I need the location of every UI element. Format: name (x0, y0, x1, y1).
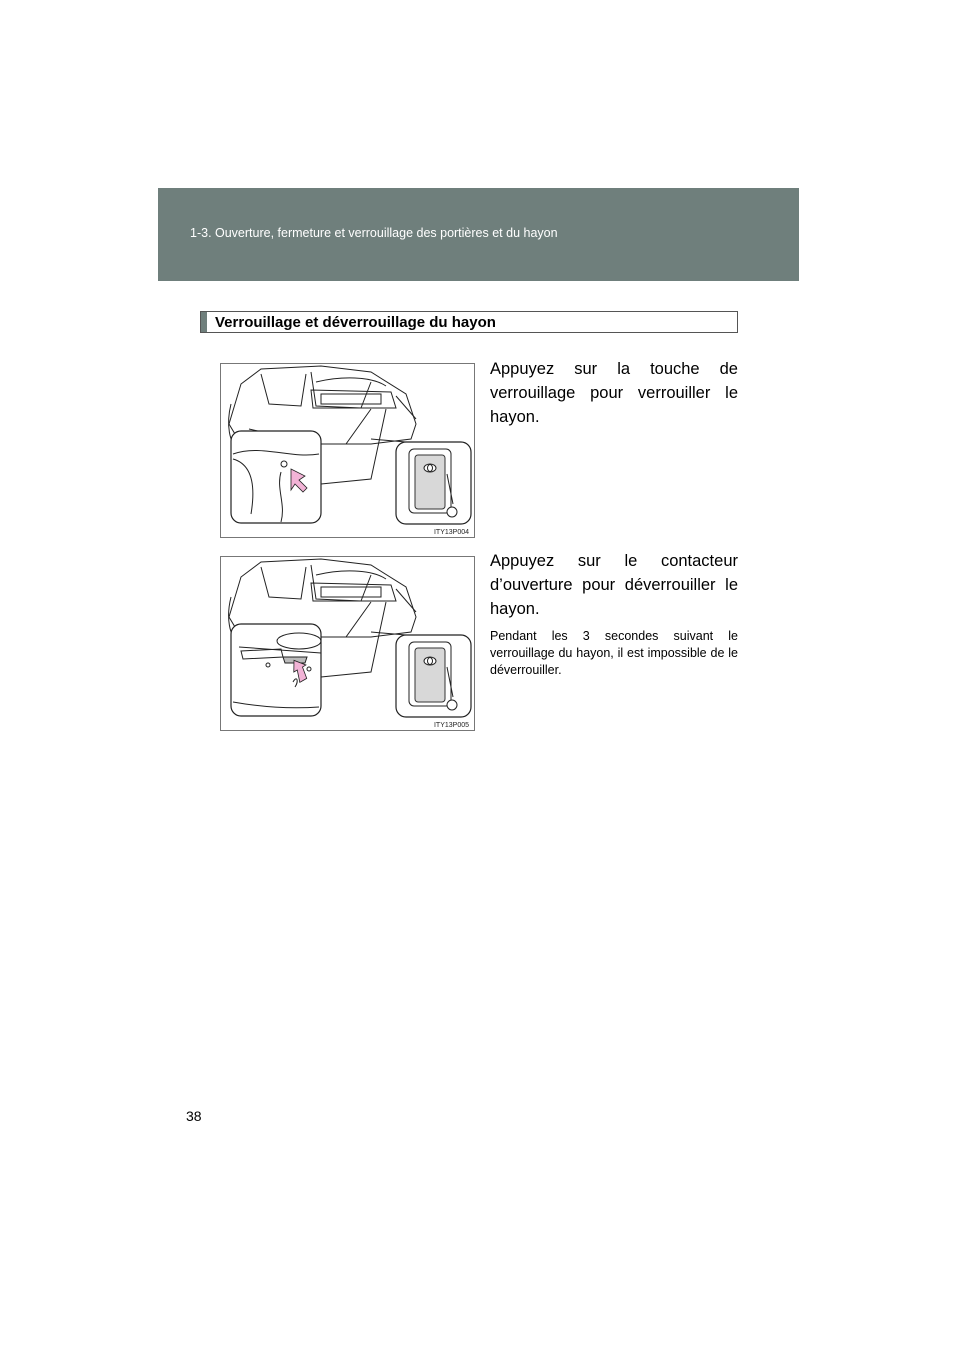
figure-code: ITY13P005 (433, 722, 469, 729)
car-rear-lock-svg (221, 364, 475, 538)
car-rear-unlock-svg (221, 557, 475, 731)
page-number: 38 (186, 1108, 202, 1124)
step-text: Appuyez sur le contacteur d’ouverture pour déverrouiller le hayon. (490, 552, 738, 618)
chapter-header (158, 188, 799, 281)
figure-code: ITY13P004 (433, 529, 469, 536)
lock-illustration (220, 363, 475, 538)
chapter-title: 1-3. Ouverture, fermeture et verrouillage des portières et du hayon (190, 226, 558, 240)
step-text: Appuyez sur la touche de verrouillage pour verrouiller le hayon. (490, 360, 738, 426)
section-title-marker (201, 312, 207, 332)
section-title: Verrouillage et déverrouillage du hayon (215, 314, 496, 331)
step-note: Pendant les 3 secondes suivant le verrouillage du hayon, il est impossible de le déverrouiller. (490, 629, 738, 677)
unlock-illustration (220, 556, 475, 731)
section-title-box (200, 311, 738, 333)
